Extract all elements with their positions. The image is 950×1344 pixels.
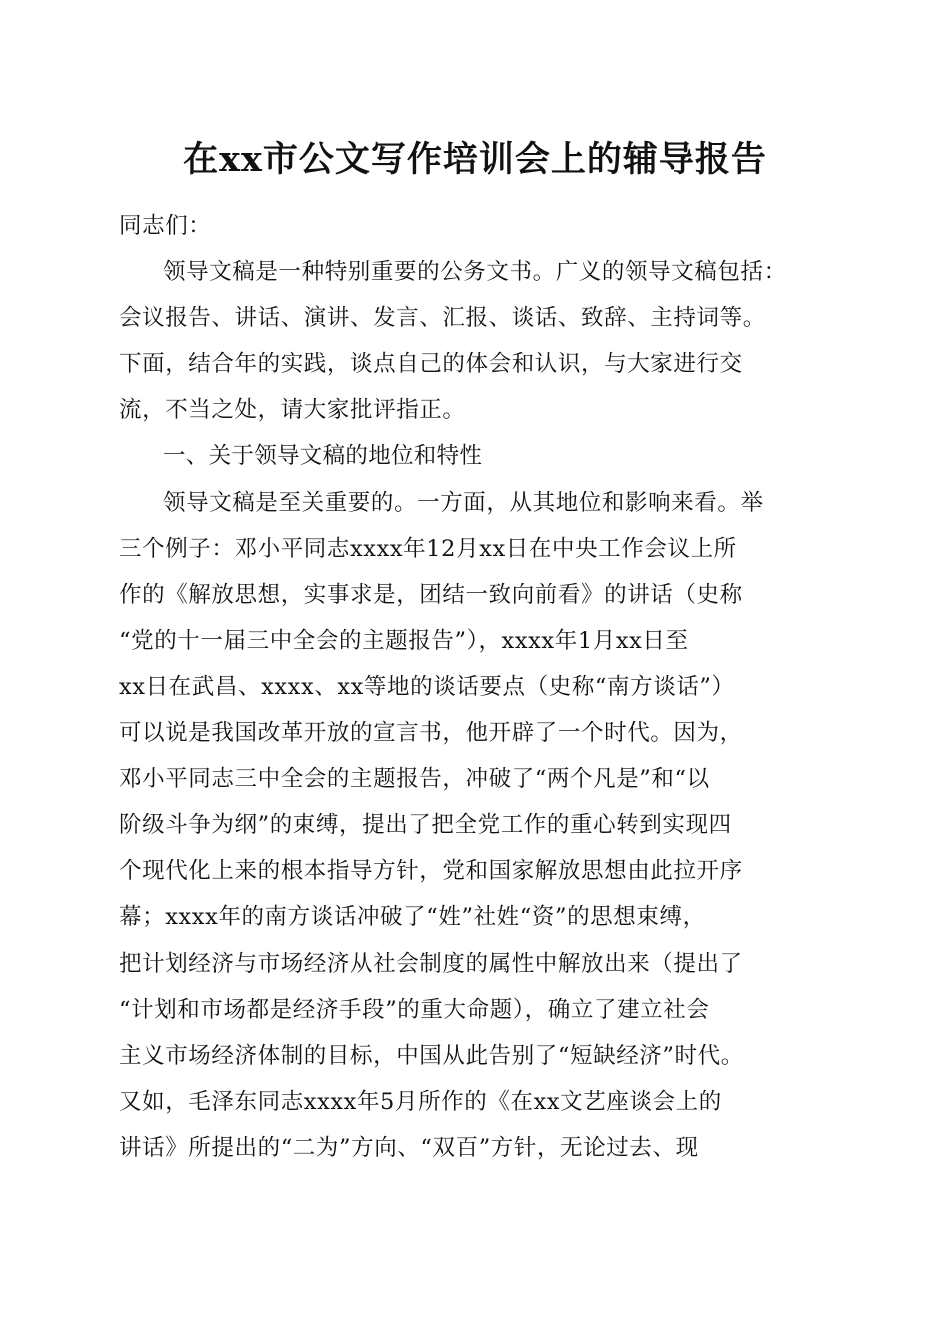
paragraph-line: 讲话》所提出的“二为”方向、“双百”方针，无论过去、现 xyxy=(119,1134,699,1161)
section-heading: 一、关于领导文稿的地位和特性 xyxy=(163,443,483,470)
paragraph-line: 会议报告、讲话、演讲、发言、汇报、谈话、致辞、主持词等。 xyxy=(119,305,766,332)
paragraph-line: xx日在武昌、xxxx、xx等地的谈话要点（史称“南方谈话”） xyxy=(119,673,735,700)
paragraph-line: 又如，毛泽东同志xxxx年5月所作的《在xx文艺座谈会上的 xyxy=(119,1088,722,1115)
paragraph-line: 三个例子：邓小平同志xxxx年12月xx日在中央工作会议上所 xyxy=(119,535,737,562)
paragraph-line: 个现代化上来的根本指导方针，党和国家解放思想由此拉开序 xyxy=(119,858,743,885)
paragraph-line: 下面，结合年的实践，谈点自己的体会和认识，与大家进行交 xyxy=(119,351,743,378)
paragraph-line: 领导文稿是一种特别重要的公务文书。广义的领导文稿包括： xyxy=(163,259,787,286)
document-body xyxy=(119,203,837,1171)
paragraph-line: 把计划经济与市场经济从社会制度的属性中解放出来（提出了 xyxy=(119,950,743,977)
paragraph-line: “计划和市场都是经济手段”的重大命题），确立了建立社会 xyxy=(119,996,710,1023)
paragraph-line: 可以说是我国改革开放的宣言书，他开辟了一个时代。因为， xyxy=(119,720,743,747)
paragraph-line: 流，不当之处，请大家批评指正。 xyxy=(119,397,466,424)
paragraph-line: “党的十一届三中全会的主题报告”），xxxx年1月xx日至 xyxy=(119,627,689,654)
paragraph-line: 主义市场经济体制的目标，中国从此告别了“短缺经济”时代。 xyxy=(119,1042,744,1069)
paragraph-line: 幕；xxxx年的南方谈话冲破了“姓”社姓“资”的思想束缚， xyxy=(119,904,706,931)
paragraph-line: 邓小平同志三中全会的主题报告，冲破了“两个凡是”和“以 xyxy=(119,766,710,793)
document-title: 在xx市公文写作培训会上的辅导报告 xyxy=(183,139,767,180)
paragraph-line: 领导文稿是至关重要的。一方面，从其地位和影响来看。举 xyxy=(163,489,764,516)
paragraph-line: 作的《解放思想，实事求是，团结一致向前看》的讲话（史称 xyxy=(119,581,743,608)
paragraph-line: 阶级斗争为纲”的束缚，提出了把全党工作的重心转到实现四 xyxy=(119,812,732,839)
salutation: 同志们： xyxy=(119,213,212,239)
